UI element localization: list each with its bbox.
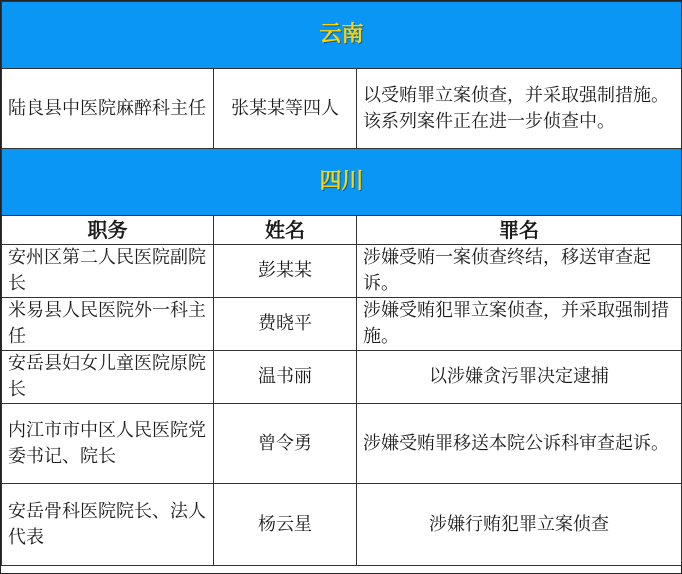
cell-charge: 涉嫌受贿罪移送本院公诉科审查起诉。 [357,404,682,484]
cell-name: 张某某等四人 [214,69,357,149]
cell-name: 费晓平 [214,298,357,351]
header-position: 职务 [2,216,214,245]
cell-position: 内江市市中区人民医院党委书记、院长 [2,404,214,484]
officials-table [1,1,682,566]
cell-charge: 涉嫌行贿犯罪立案侦查 [357,484,682,566]
cell-name: 彭某某 [214,245,357,298]
table-row [2,351,682,404]
cell-position: 安州区第二人民医院副院长 [2,245,214,298]
table-row [2,69,682,149]
region-band-sichuan [2,149,682,216]
cell-charge: 以涉嫌贪污罪决定逮捕 [357,351,682,404]
cell-position: 米易县人民医院外一科主任 [2,298,214,351]
cell-charge: 以受贿罪立案侦查，并采取强制措施。该系列案件正在进一步侦查中。 [357,69,682,149]
table-row [2,245,682,298]
cell-charge: 涉嫌受贿一案侦查终结，移送审查起诉。 [357,245,682,298]
region-band-yunnan [2,2,682,69]
cell-name: 杨云星 [214,484,357,566]
region-title-yunnan: 云南 [2,2,682,69]
cell-position: 陆良县中医院麻醉科主任 [2,69,214,149]
table-row [2,404,682,484]
cell-name: 曾令勇 [214,404,357,484]
cell-name: 温书丽 [214,351,357,404]
header-row [2,216,682,245]
cell-charge: 涉嫌受贿犯罪立案侦查，并采取强制措施。 [357,298,682,351]
table-row [2,298,682,351]
cell-position: 安岳县妇女儿童医院原院长 [2,351,214,404]
cell-position: 安岳骨科医院院长、法人代表 [2,484,214,566]
header-name: 姓名 [214,216,357,245]
header-charge: 罪名 [357,216,682,245]
table-row [2,484,682,566]
region-title-sichuan: 四川 [2,149,682,216]
